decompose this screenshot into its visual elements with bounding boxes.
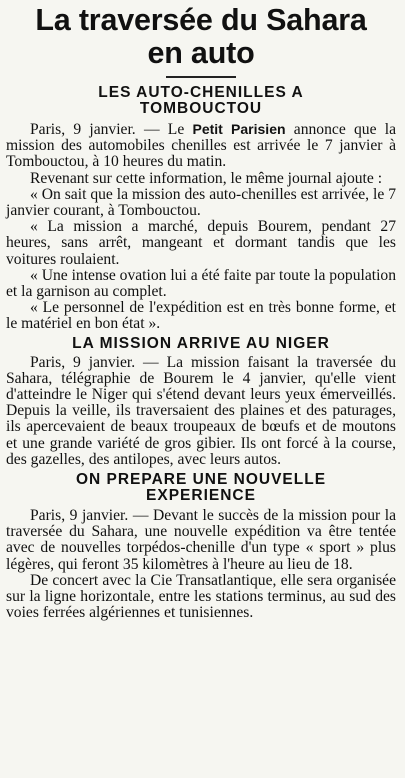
paragraph: De concert avec la Cie Transatlantique, elle sera organisée sur la ligne horizontale, entre les stations terminus, au sud des voies ferrées algériennes et tunisiennes. xyxy=(6,571,396,622)
paragraph: « La mission a marché, depuis Bourem, pendant 27 heures, sans arrêt, mangeant et dormant tandis que les voitures roulaient. xyxy=(6,218,396,268)
headline-line-1: La traversée du Sahara xyxy=(35,3,367,37)
paragraph-text: annonce que la mission des automobiles chenilles est arrivée le 7 janvier à Tombouctou, à 10 heures du matin. xyxy=(6,121,397,171)
section-nouvelle-experience xyxy=(6,472,396,621)
paragraph: « On sait que la mission des auto-chenilles est arrivée, le 7 janvier courant, à Tombouctou. xyxy=(6,185,396,220)
headline-rule xyxy=(166,76,236,78)
paragraph: « Le personnel de l'expédition est en très bonne forme, et le matériel en bon état ». xyxy=(6,299,396,333)
subhead-tombouctou xyxy=(6,85,396,117)
newspaper-name: Petit Parisien xyxy=(192,121,286,137)
subhead-tombouctou-line-1: LES AUTO-CHENILLES A xyxy=(98,84,304,101)
paragraph: « Une intense ovation lui a été faite par toute la population et la garnison au complet. xyxy=(6,266,396,301)
subhead-experience-line-2: EXPERIENCE xyxy=(146,487,256,505)
section-niger xyxy=(6,336,396,468)
section-tombouctou xyxy=(6,85,396,333)
headline-line-2: en auto xyxy=(147,36,255,70)
paragraph: Revenant sur cette information, le même journal ajoute : xyxy=(30,169,383,187)
headline xyxy=(6,4,396,70)
subhead-niger: LA MISSION ARRIVE AU NIGER xyxy=(72,334,330,352)
subhead-experience-line-1: ON PREPARE UNE NOUVELLE xyxy=(75,471,327,489)
paragraph-text: Paris, 9 janvier. — Le xyxy=(30,121,193,138)
subhead-tombouctou-line-2: TOMBOUCTOU xyxy=(139,100,263,117)
subhead-experience xyxy=(6,472,396,504)
paragraph xyxy=(6,121,396,171)
paragraph: Paris, 9 janvier. — Devant le succès de la mission pour la traversée du Sahara, une nouvelle expédition va être tentée avec de nouvelles torpédos-chenille d'un type « sport » plus légères, qui feront 35 kilomètres à l'heure au lieu de 18. xyxy=(6,507,396,573)
paragraph: Paris, 9 janvier. — La mission faisant la traversée du Sahara, télégraphie de Bourem le 4 janvier, qu'elle vient d'atteindre le Niger qui s'étend devant leurs yeux émerveillés. Depuis la veille, ils traversaient des plaines et des paturages, ils apercevaient de beaux troupeaux de bœufs et de moutons et une grande variété de gros gibier. Ils ont forcé à la course, des gazelles, des antilopes, avec leurs autos. xyxy=(6,353,396,468)
